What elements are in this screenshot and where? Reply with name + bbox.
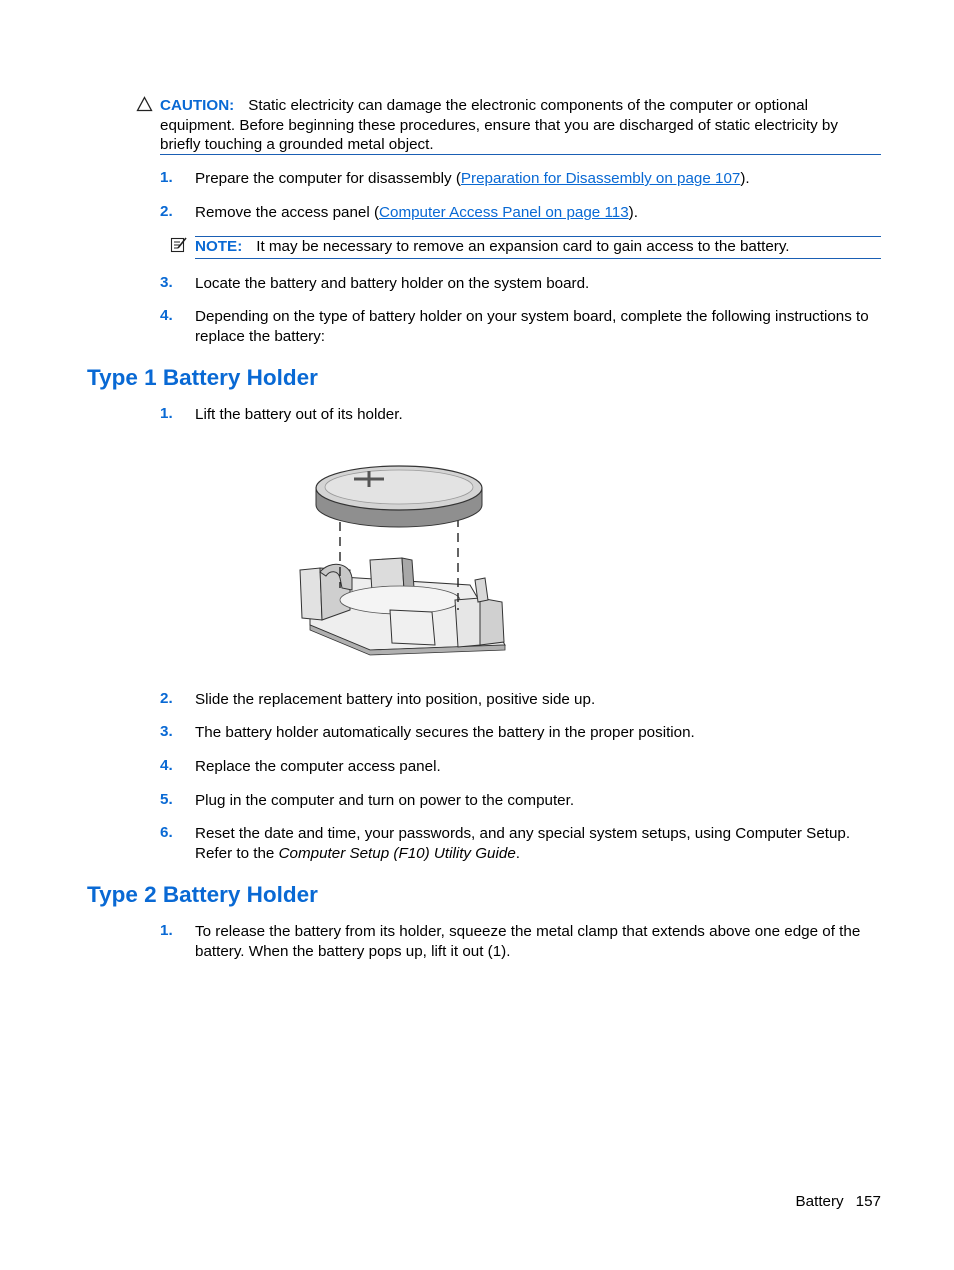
access-panel-link[interactable]: Computer Access Panel on page 113 [379,204,629,221]
step-text: To release the battery from its holder, squeeze the metal clamp that extends above one edge of the battery. When the battery pops up, lift it out (1). [195,923,861,960]
step-number: 3. [160,274,173,291]
step-text: Reset the date and time, your passwords, and any special system setups, using Computer Setup. Refer to the Computer Setup (F10) Utility Guide. [195,825,851,862]
step-number: 4. [160,307,173,324]
caution-triangle-icon [136,96,153,112]
page-number: 157 [855,1193,881,1210]
step-text: Lift the battery out of its holder. [195,406,403,423]
step-text: Prepare the computer for disassembly (Preparation for Disassembly on page 107). [195,170,750,187]
step-text: Plug in the computer and turn on power to the computer. [195,792,575,809]
step-number: 4. [160,757,173,774]
caution-callout [160,96,882,155]
step-text: Replace the computer access panel. [195,758,441,775]
note-callout [195,237,881,256]
step-number: 2. [160,690,173,707]
step-number: 3. [160,723,173,740]
note-bottom-divider [195,258,881,259]
caution-label: CAUTION: [160,97,235,114]
step-number: 1. [160,405,173,422]
note-label: NOTE: [195,238,243,255]
step-number: 2. [160,203,173,220]
step-number: 6. [160,824,173,841]
utility-guide-title: Computer Setup (F10) Utility Guide [278,845,516,862]
caution-text: Static electricity can damage the electronic components of the computer or optional equipment. Before beginning these procedures, ensure that you are discharged of static electricity by briefly touching a grounded metal object. [160,97,838,154]
caution-divider [160,154,881,155]
note-text: It may be necessary to remove an expansion card to gain access to the battery. [256,238,790,255]
step-number: 1. [160,922,173,939]
step-text: The battery holder automatically secures the battery in the proper position. [195,724,695,741]
step-text: Depending on the type of battery holder on your system board, complete the following instructions to replace the battery: [195,308,869,345]
step-number: 5. [160,791,173,808]
step-text: Locate the battery and battery holder on the system board. [195,275,590,292]
section-heading-type1: Type 1 Battery Holder [87,365,318,390]
step-number: 1. [160,169,173,186]
preparation-disassembly-link[interactable]: Preparation for Disassembly on page 107 [460,170,741,187]
footer-section: Battery [795,1193,844,1210]
page-footer [796,1193,881,1210]
note-pencil-icon [170,236,188,254]
step-text: Slide the replacement battery into position, positive side up. [195,691,596,708]
step-text: Remove the access panel (Computer Access Panel on page 113). [195,204,638,221]
battery-holder-illustration [290,460,520,660]
section-heading-type2: Type 2 Battery Holder [87,882,318,907]
